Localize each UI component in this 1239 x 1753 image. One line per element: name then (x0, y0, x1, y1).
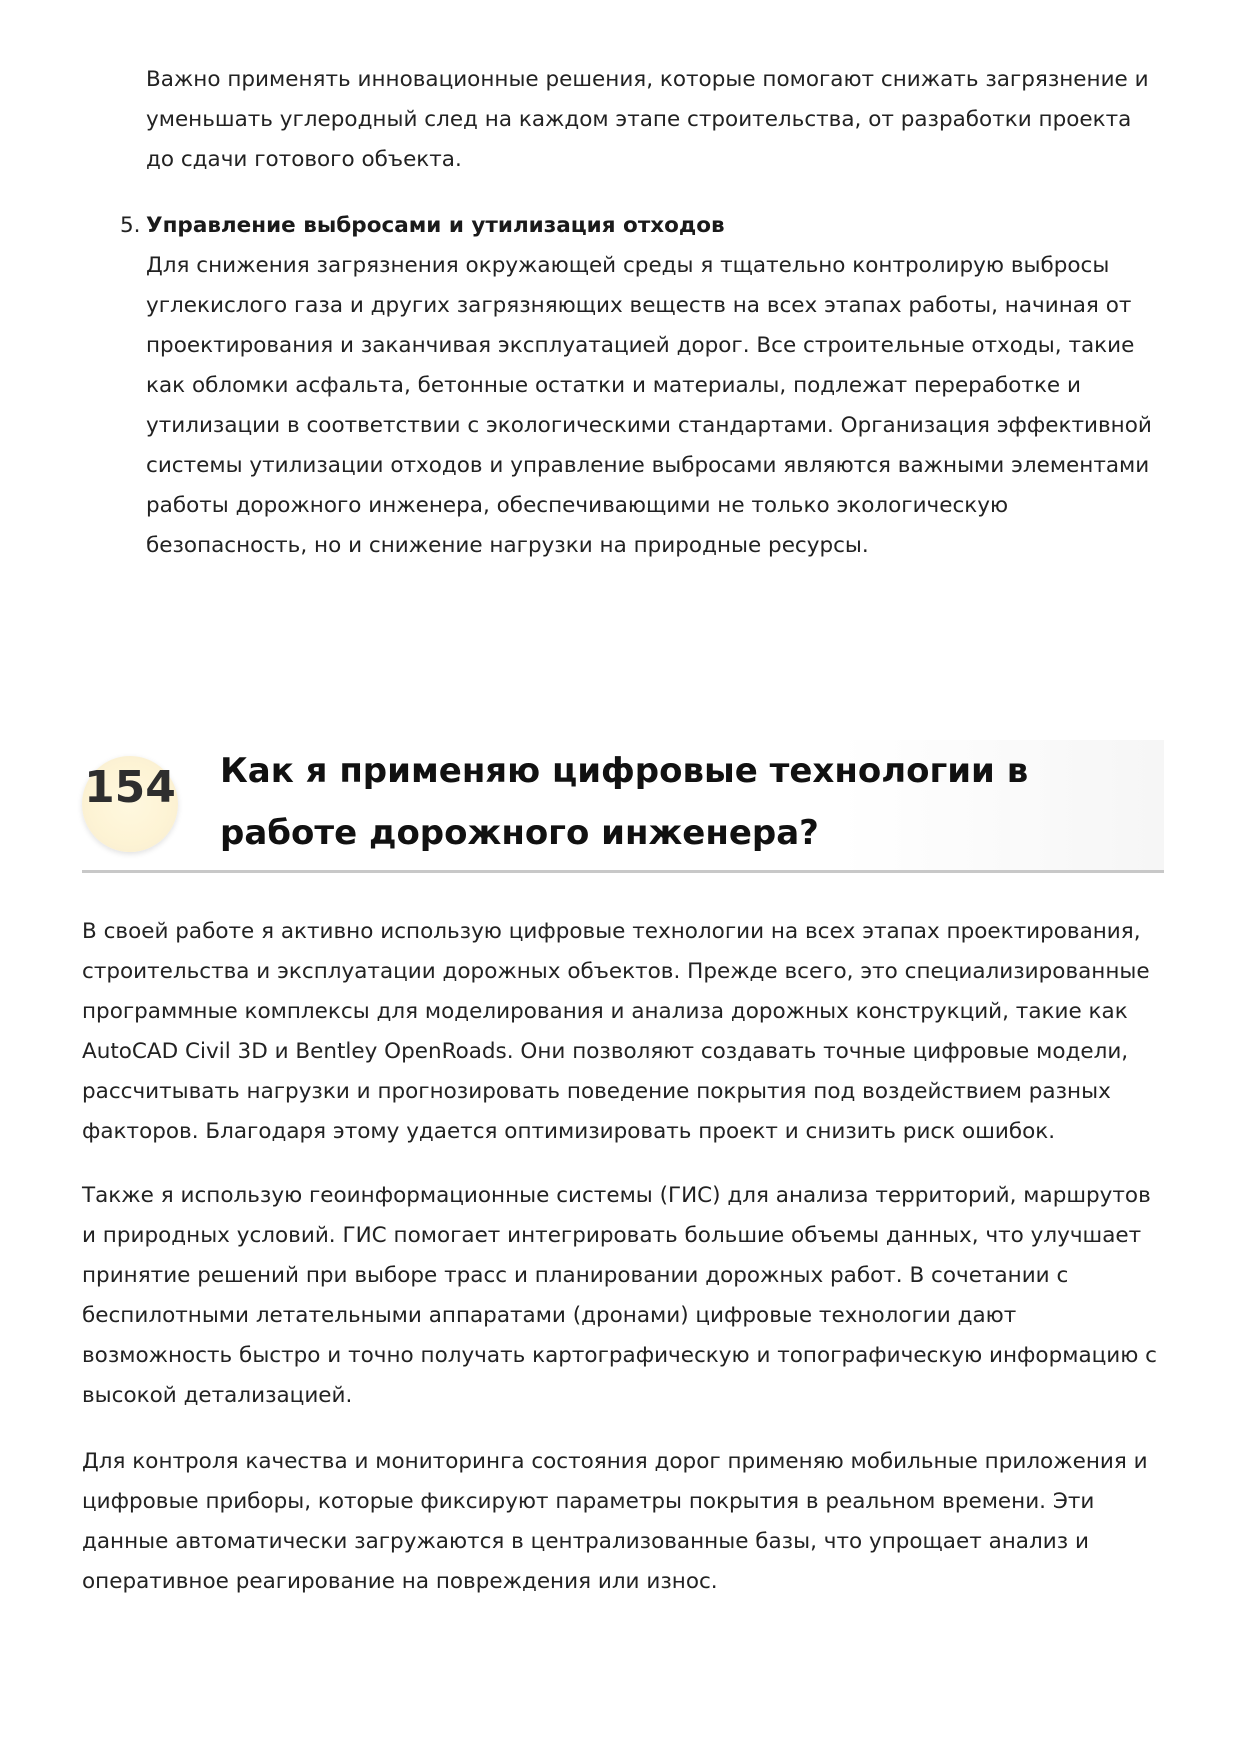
chapter-number: 154 (84, 762, 176, 813)
chapter-header (82, 740, 1164, 873)
chapter-title: Как я применяю цифровые технологии в работе дорожного инженера? (220, 751, 1029, 853)
body-paragraph-2: Также я использую геоинформационные системы (ГИС) для анализа территорий, маршрутов и природных условий. ГИС помогает интегрировать большие объемы данных, что улучшает принятие решений при выборе трасс и планировании дорожных работ. В сочетании с беспилотными летательными аппаратами (дронами) цифровые технологии дают возможность быстро и точно получать картографическую и топографическую информацию с высокой детализацией. (82, 1183, 1157, 1408)
list-item-title: Управление выбросами и утилизация отходов (146, 213, 725, 238)
list-item-body: Для снижения загрязнения окружающей среды я тщательно контролирую выбросы углекислого газа и других загрязняющих веществ на всех этапах работы, начиная от проектирования и заканчивая эксплуатацией дорог. Все строительные отходы, такие как обломки асфальта, бетонные остатки и материалы, подлежат переработке и утилизации в соответствии с экологическими стандартами. Организация эффективной системы утилизации отходов и управление выбросами являются важными элементами работы дорожного инженера, обеспечивающими не только экологическую безопасность, но и снижение нагрузки на природные ресурсы. (146, 253, 1152, 558)
intro-paragraph: Важно применять инновационные решения, которые помогают снижать загрязнение и уменьшать углеродный след на каждом этапе строительства, от разработки проекта до сдачи готового объекта. (146, 67, 1149, 172)
list-marker: 5. (120, 213, 141, 238)
body-paragraph-3: Для контроля качества и мониторинга состояния дорог применяю мобильные приложения и цифровые приборы, которые фиксируют параметры покрытия в реальном времени. Эти данные автоматически загружаются в централизованные базы, что упрощает анализ и оперативное реагирование на повреждения или износ. (82, 1449, 1148, 1594)
body-paragraph-1: В своей работе я активно использую цифровые технологии на всех этапах проектирования, строительства и эксплуатации дорожных объектов. Прежде всего, это специализированные программные комплексы для моделирования и анализа дорожных конструкций, такие как AutoCAD Civil 3D и Bentley OpenRoads. Они позволяют создавать точные цифровые модели, рассчитывать нагрузки и прогнозировать поведение покрытия под воздействием разных факторов. Благодаря этому удается оптимизировать проект и снизить риск ошибок. (82, 919, 1150, 1144)
